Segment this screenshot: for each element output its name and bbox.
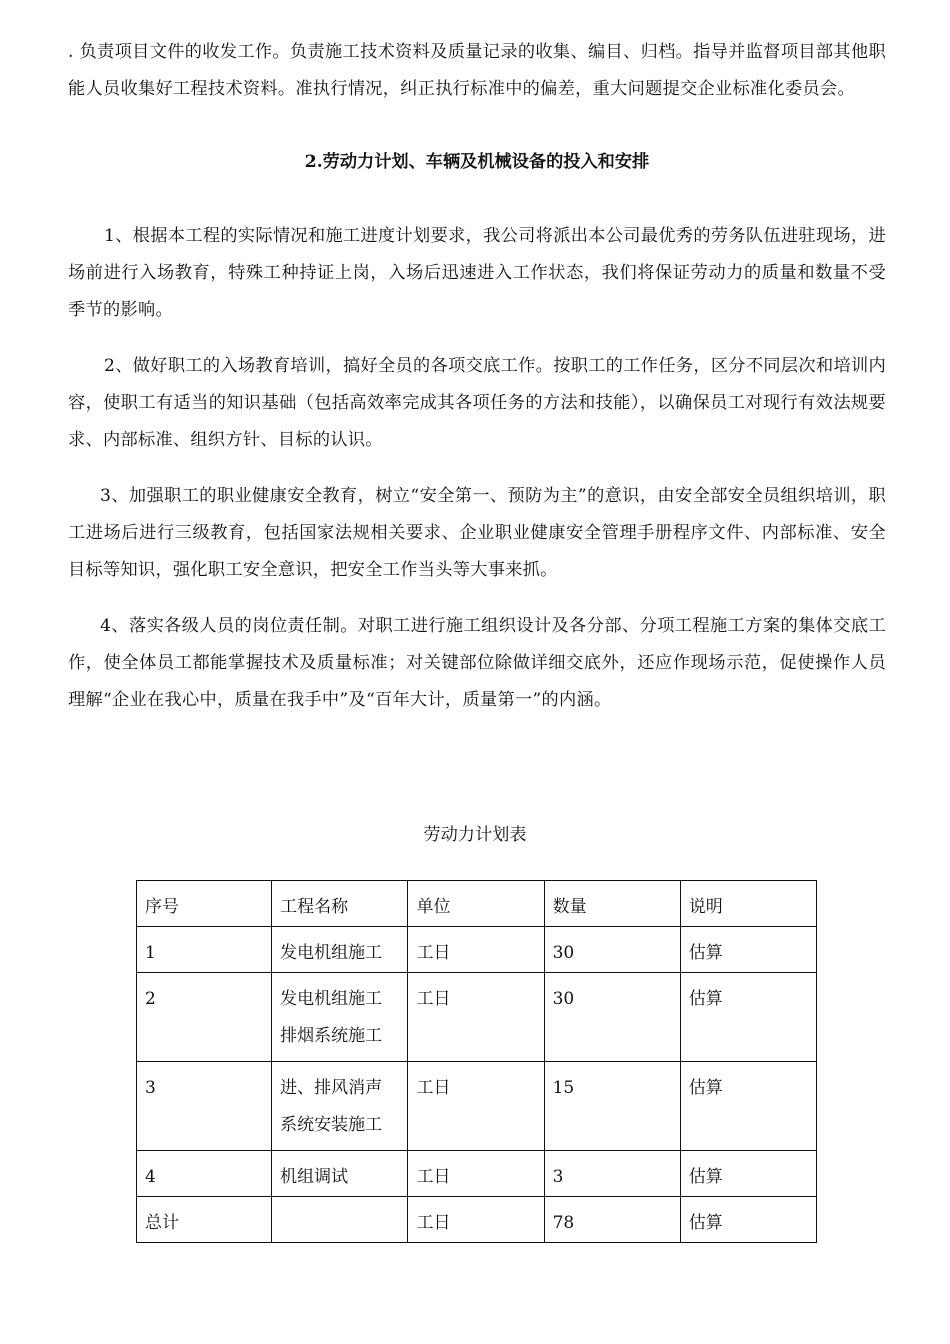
cell-name — [272, 973, 408, 1062]
header-cell-unit: 单位 — [408, 881, 544, 927]
cell-unit: 工日 — [408, 1062, 544, 1151]
cell-total-note: 估算 — [680, 1197, 816, 1243]
cell-no: 4 — [137, 1151, 272, 1197]
cell-total-name — [272, 1197, 408, 1243]
cell-qty: 3 — [544, 1151, 680, 1197]
cell-note: 估算 — [680, 1062, 816, 1151]
header-cell-qty: 数量 — [544, 881, 680, 927]
header-cell-name: 工程名称 — [272, 881, 408, 927]
labor-plan-table — [136, 880, 817, 1243]
cell-unit: 工日 — [408, 1151, 544, 1197]
cell-note: 估算 — [680, 1151, 816, 1197]
intro-paragraph: . 负责项目文件的收发工作。负责施工技术资料及质量记录的收集、编目、归档。指导并监督项目部其他职能人员收集好工程技术资料。准执行情况，纠正执行标准中的偏差，重大问题提交企业标准化委员会。 — [68, 42, 886, 99]
table-row — [137, 927, 817, 973]
cell-unit: 工日 — [408, 927, 544, 973]
cell-no: 3 — [137, 1062, 272, 1151]
cell-name-line-2: 排烟系统施工 — [280, 1026, 383, 1046]
cell-no: 1 — [137, 927, 272, 973]
table-header-row — [137, 881, 817, 927]
document-page — [68, 26, 886, 719]
table-row — [137, 973, 817, 1062]
header-cell-no: 序号 — [137, 881, 272, 927]
cell-note: 估算 — [680, 927, 816, 973]
cell-qty: 15 — [544, 1062, 680, 1151]
cell-name: 发电机组施工 — [272, 927, 408, 973]
cell-qty: 30 — [544, 927, 680, 973]
cell-name — [272, 1062, 408, 1151]
table-title: 劳动力计划表 — [423, 825, 527, 845]
header-cell-note: 说明 — [680, 881, 816, 927]
paragraph-1: 1、根据本工程的实际情况和施工进度计划要求，我公司将派出本公司最优秀的劳务队伍进驻现场，进场前进行入场教育，特殊工种持证上岗，入场后迅速进入工作状态，我们将保证劳动力的质量和数量不受季节的影响。 — [68, 226, 886, 320]
cell-no: 2 — [137, 973, 272, 1062]
cell-note: 估算 — [680, 973, 816, 1062]
cell-name-line-1: 进、排风消声 — [280, 1078, 383, 1098]
table-row — [137, 1151, 817, 1197]
table-row — [137, 1062, 817, 1151]
cell-qty: 30 — [544, 973, 680, 1062]
cell-name-line-2: 系统安装施工 — [280, 1115, 383, 1135]
cell-name: 机组调试 — [272, 1151, 408, 1197]
paragraph-2: 2、做好职工的入场教育培训，搞好全员的各项交底工作。按职工的工作任务，区分不同层次和培训内容，使职工有适当的知识基础（包括高效率完成其各项任务的方法和技能），以确保员工对现行有效法规要求、内部标准、组织方针、目标的认识。 — [68, 356, 886, 450]
cell-total-unit: 工日 — [408, 1197, 544, 1243]
section-heading: 2.劳动力计划、车辆及机械设备的投入和安排 — [304, 152, 650, 172]
cell-unit: 工日 — [408, 973, 544, 1062]
paragraph-4: 4、落实各级人员的岗位责任制。对职工进行施工组织设计及各分部、分项工程施工方案的集体交底工作，使全体员工都能掌握技术及质量标准；对关键部位除做详细交底外，还应作现场示范，促使操作人员理解“企业在我心中，质量在我手中”及“百年大计，质量第一”的内涵。 — [68, 616, 886, 710]
paragraph-3: 3、加强职工的职业健康安全教育，树立“安全第一、预防为主”的意识，由安全部安全员组织培训，职工进场后进行三级教育，包括国家法规相关要求、企业职业健康安全管理手册程序文件、内部标准、安全目标等知识，强化职工安全意识，把安全工作当头等大事来抓。 — [68, 486, 886, 580]
cell-total-qty: 78 — [544, 1197, 680, 1243]
table-total-row — [137, 1197, 817, 1243]
cell-total-label: 总计 — [137, 1197, 272, 1243]
cell-name-line-1: 发电机组施工 — [280, 989, 383, 1009]
